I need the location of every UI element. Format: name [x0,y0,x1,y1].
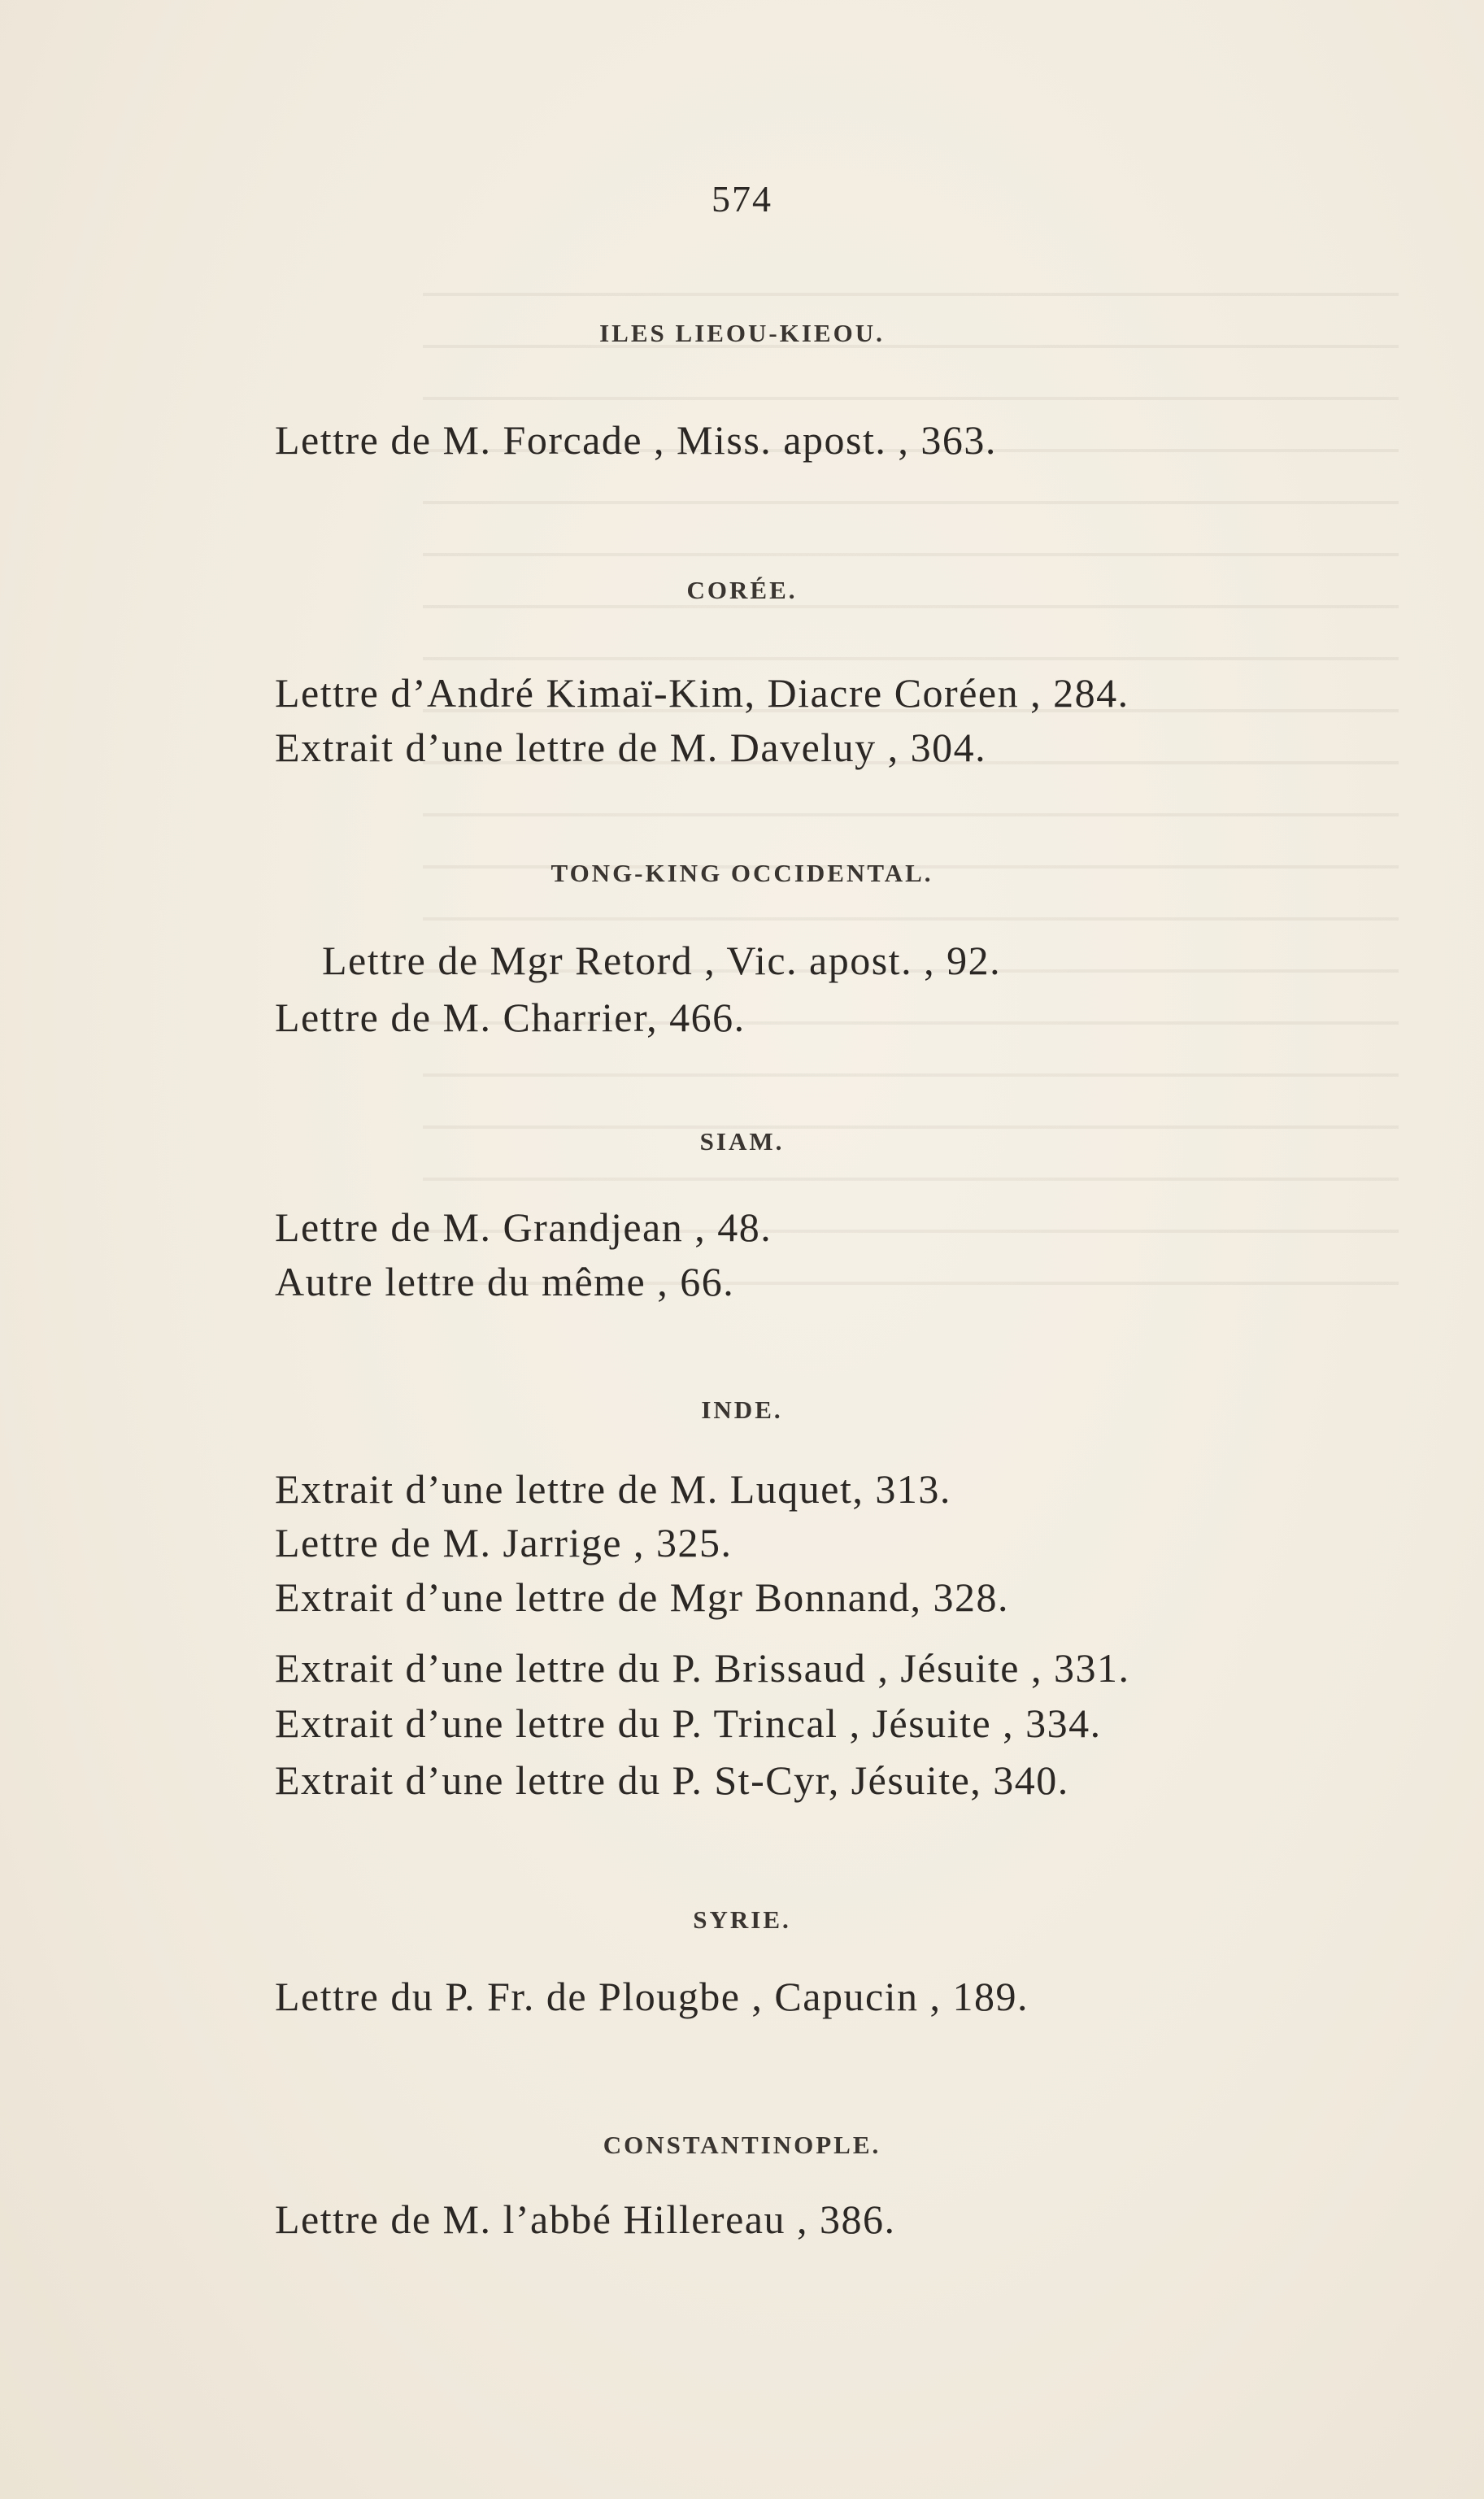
entry-line: Extrait d’une lettre du P. Trincal , Jésuite , 334. [275,1700,1102,1746]
entry-line: Lettre de M. Forcade , Miss. apost. , 363. [275,417,997,463]
entry-line: Extrait d’une lettre de M. Luquet, 313. [275,1466,951,1512]
section-heading: CONSTANTINOPLE. [603,2131,881,2159]
entry-line: Lettre de Mgr Retord , Vic. apost. , 92. [322,938,1002,983]
entry-line: Lettre de M. Jarrige , 325. [275,1520,733,1565]
entry-line: Lettre de M. Charrier, 466. [275,995,746,1040]
section-heading: SYRIE. [693,1905,791,1934]
page-number: 574 [712,178,772,220]
section-heading: TONG-KING OCCIDENTAL. [551,859,933,887]
entry-line: Autre lettre du même , 66. [275,1259,735,1304]
entry-line: Lettre d’André Kimaï-Kim, Diacre Coréen , 284. [275,670,1129,716]
entry-line: Extrait d’une lettre du P. St-Cyr, Jésuite, 340. [275,1757,1069,1803]
section-heading: ILES LIEOU-KIEOU. [599,319,885,347]
entry-line: Lettre du P. Fr. de Plougbe , Capucin , 189. [275,1974,1029,2019]
entry-line: Lettre de M. Grandjean , 48. [275,1204,772,1250]
entry-line: Extrait d’une lettre de M. Daveluy , 304. [275,725,987,770]
entry-line: Extrait d’une lettre du P. Brissaud , Jésuite , 331. [275,1645,1130,1691]
entry-line: Extrait d’une lettre de Mgr Bonnand, 328. [275,1574,1009,1620]
section-heading: SIAM. [699,1127,785,1156]
section-heading: INDE. [701,1395,783,1424]
section-heading: CORÉE. [686,576,798,604]
entry-line: Lettre de M. l’abbé Hillereau , 386. [275,2196,896,2242]
